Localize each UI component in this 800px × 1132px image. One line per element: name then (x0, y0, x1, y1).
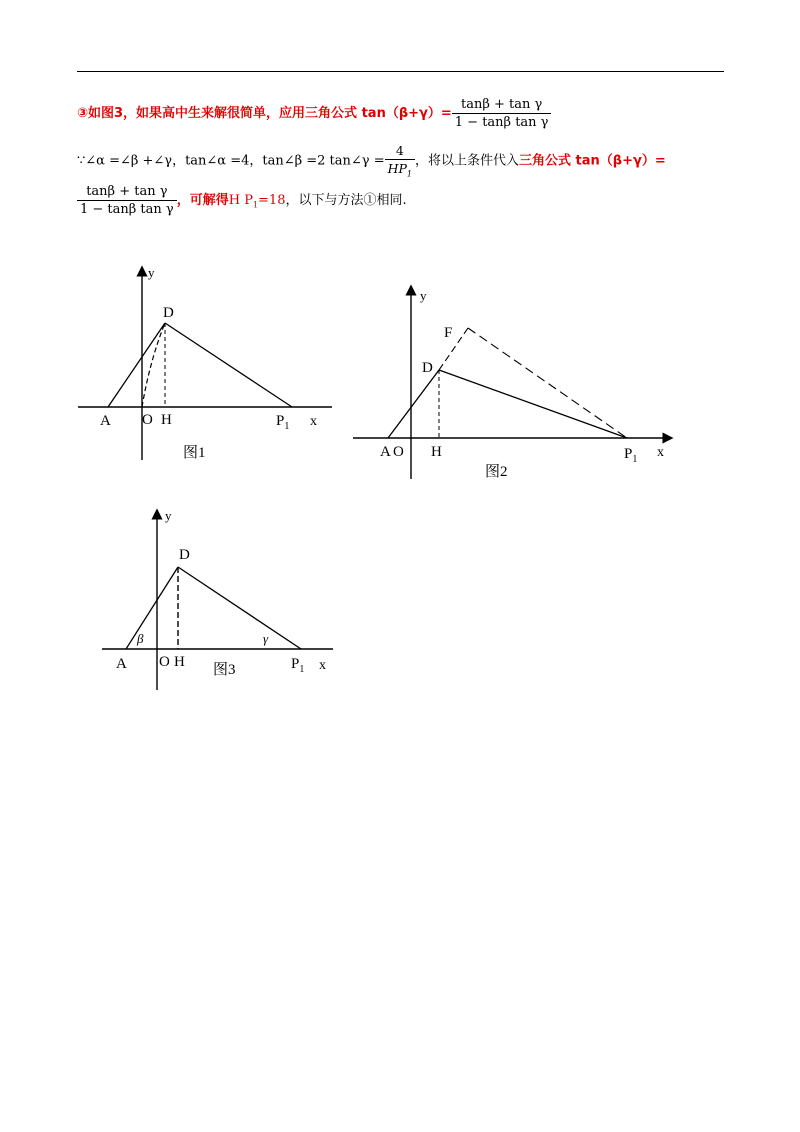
y-label: y (420, 288, 427, 303)
formula-numerator: tanβ + tan γ (86, 184, 168, 199)
point-p1-label: $P_1$ (624, 446, 638, 465)
hp-subscript: 1 (406, 169, 413, 179)
formula-denominator: 1 − tanβ tan γ (77, 200, 177, 217)
point-o-label: O (159, 654, 170, 670)
figure-2-caption: 图2 (485, 464, 508, 480)
result-value: =18 (258, 193, 286, 208)
x-label: x (657, 445, 664, 460)
point-d-label: D (163, 305, 174, 321)
given-conditions: ∵∠α =∠β +∠γ，tan∠α =4，tan∠β =2 tan∠γ = (77, 153, 385, 169)
text-line-3 (77, 184, 407, 217)
segment-dp1 (165, 323, 292, 407)
p-subscript: 1 (252, 200, 259, 210)
segment-fp1 (468, 328, 627, 438)
segment-ad (108, 323, 165, 407)
point-h-label: H (431, 444, 442, 460)
fraction-denominator (385, 159, 415, 179)
y-label: y (148, 265, 155, 280)
figure-1-caption: 图1 (183, 445, 206, 461)
figure-1 (70, 265, 340, 465)
substitute-text: ，将以上条件代入 (415, 153, 520, 169)
h-label: H (228, 193, 241, 208)
point-o-label: O (142, 412, 153, 428)
point-d-label: D (422, 360, 433, 376)
angle-gamma-label: γ (263, 631, 269, 646)
point-a-label: A (380, 444, 391, 460)
method-3-heading: ③如图3，如果高中生来解很简单，应用三角公式 tan（β+γ）= (77, 106, 452, 121)
solve-text: ，可解得 (176, 193, 229, 208)
segment-ad (388, 370, 439, 438)
figure-3-caption: 图3 (213, 662, 236, 678)
point-d-label: D (179, 547, 190, 563)
point-f-label: F (444, 325, 453, 341)
p-label: P (244, 193, 253, 208)
text-line-1 (77, 97, 551, 130)
tan-gamma-fraction (385, 143, 415, 179)
tan-sum-formula-1 (452, 97, 552, 130)
segment-od (142, 323, 165, 407)
formula-reference: 三角公式 tan（β+γ）= (519, 153, 666, 169)
point-a-label: A (116, 656, 127, 672)
fraction-numerator: 4 (395, 143, 404, 158)
conclusion-text: ，以下与方法①相同. (285, 193, 407, 208)
point-p1-label: $P_1$ (276, 413, 290, 432)
segment-ad (126, 567, 178, 649)
figure-3 (97, 508, 347, 693)
x-label: x (319, 658, 326, 673)
header-rule (77, 71, 724, 72)
point-h-label: H (174, 654, 185, 670)
segment-dp1 (178, 567, 301, 649)
figure-2 (350, 282, 680, 482)
point-p1-label: $P_1$ (291, 656, 305, 675)
formula-denominator: 1 − tanβ tan γ (452, 113, 552, 130)
segment-dp1 (439, 370, 627, 438)
y-label: y (165, 508, 172, 523)
text-line-2 (77, 143, 666, 179)
point-o-label: O (393, 444, 404, 460)
hp-label: HP (387, 161, 407, 176)
tan-sum-formula-2 (77, 184, 177, 217)
point-h-label: H (161, 412, 172, 428)
formula-numerator: tanβ + tan γ (460, 97, 543, 112)
point-a-label: A (100, 413, 111, 429)
x-label: x (310, 414, 317, 429)
angle-beta-label: β (137, 631, 144, 646)
hp1-result (229, 193, 286, 208)
